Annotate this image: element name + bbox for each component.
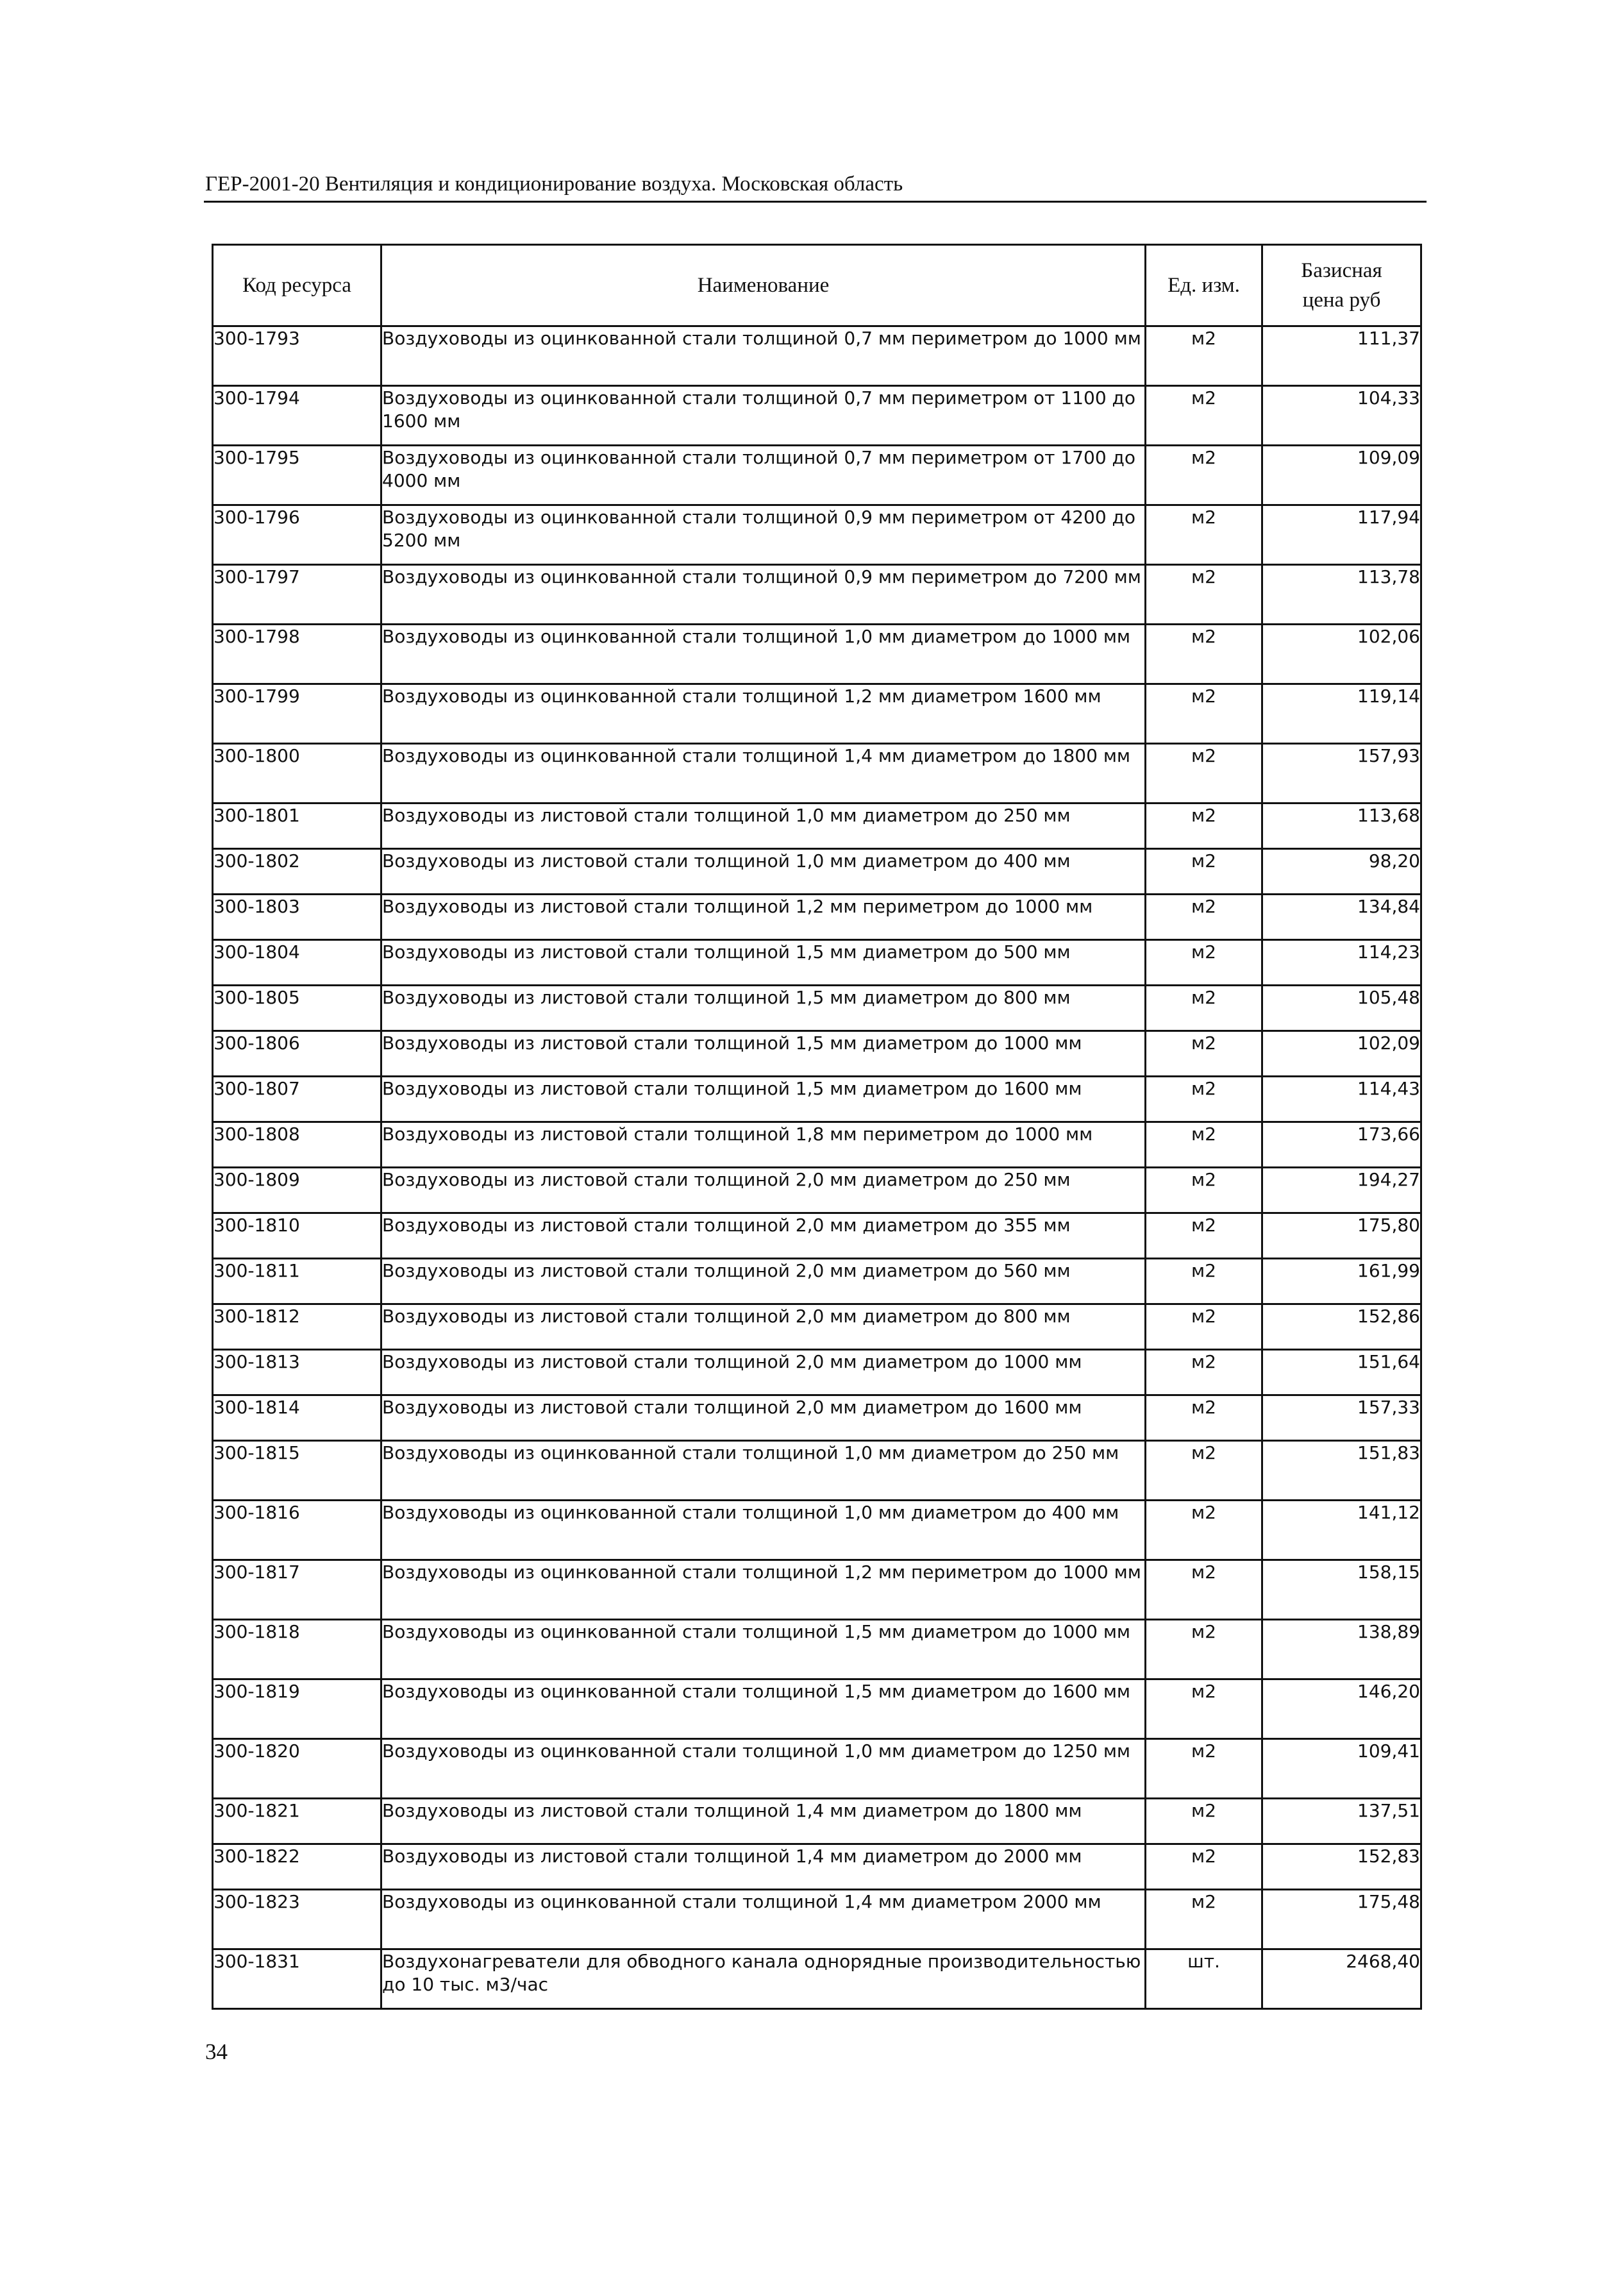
cell-unit: м2	[1146, 446, 1262, 505]
table-row	[213, 386, 1421, 446]
cell-name: Воздуховоды из листовой стали толщиной 1,5 мм диаметром до 1000 мм	[381, 1031, 1146, 1077]
cell-resource-code: 300-1800	[213, 744, 381, 804]
cell-unit: м2	[1146, 565, 1262, 625]
cell-name: Воздуховоды из листовой стали толщиной 1,8 мм периметром до 1000 мм	[381, 1122, 1146, 1168]
table-row	[213, 565, 1421, 625]
cell-resource-code: 300-1805	[213, 986, 381, 1031]
cell-name: Воздуховоды из листовой стали толщиной 1,5 мм диаметром до 500 мм	[381, 940, 1146, 986]
cell-name: Воздуховоды из оцинкованной стали толщиной 1,0 мм диаметром до 1000 мм	[381, 625, 1146, 684]
cell-base-price: 113,78	[1262, 565, 1421, 625]
cell-name: Воздуховоды из оцинкованной стали толщиной 1,5 мм диаметром до 1000 мм	[381, 1620, 1146, 1679]
cell-resource-code: 300-1804	[213, 940, 381, 986]
cell-base-price: 134,84	[1262, 895, 1421, 940]
cell-base-price: 2468,40	[1262, 1949, 1421, 2009]
cell-unit: м2	[1146, 744, 1262, 804]
cell-unit: м2	[1146, 1213, 1262, 1259]
table-row	[213, 895, 1421, 940]
table-row	[213, 1501, 1421, 1560]
cell-unit: м2	[1146, 940, 1262, 986]
cell-unit: м2	[1146, 1122, 1262, 1168]
cell-base-price: 98,20	[1262, 849, 1421, 895]
cell-unit: м2	[1146, 1031, 1262, 1077]
cell-name: Воздуховоды из оцинкованной стали толщиной 1,5 мм диаметром до 1600 мм	[381, 1679, 1146, 1739]
cell-name: Воздуховоды из листовой стали толщиной 2,0 мм диаметром до 1000 мм	[381, 1350, 1146, 1395]
table-row	[213, 505, 1421, 565]
cell-resource-code: 300-1813	[213, 1350, 381, 1395]
cell-unit: м2	[1146, 326, 1262, 386]
cell-name: Воздуховоды из оцинкованной стали толщиной 0,7 мм периметром до 1000 мм	[381, 326, 1146, 386]
cell-unit: м2	[1146, 1168, 1262, 1213]
cell-name: Воздуховоды из оцинкованной стали толщиной 1,2 мм диаметром 1600 мм	[381, 684, 1146, 744]
table-row	[213, 1844, 1421, 1890]
cell-unit: м2	[1146, 1799, 1262, 1844]
cell-unit: м2	[1146, 386, 1262, 446]
cell-resource-code: 300-1831	[213, 1949, 381, 2009]
cell-name: Воздуховоды из листовой стали толщиной 1,2 мм периметром до 1000 мм	[381, 895, 1146, 940]
cell-resource-code: 300-1803	[213, 895, 381, 940]
table-row	[213, 326, 1421, 386]
table-row	[213, 1890, 1421, 1949]
cell-base-price: 111,37	[1262, 326, 1421, 386]
cell-name: Воздуховоды из листовой стали толщиной 1,4 мм диаметром до 2000 мм	[381, 1844, 1146, 1890]
cell-base-price: 161,99	[1262, 1259, 1421, 1304]
table-row	[213, 1350, 1421, 1395]
cell-name: Воздуховоды из оцинкованной стали толщиной 1,2 мм периметром до 1000 мм	[381, 1560, 1146, 1620]
cell-unit: м2	[1146, 505, 1262, 565]
cell-resource-code: 300-1795	[213, 446, 381, 505]
table-row	[213, 1799, 1421, 1844]
cell-base-price: 113,68	[1262, 804, 1421, 849]
cell-base-price: 109,09	[1262, 446, 1421, 505]
cell-base-price: 175,80	[1262, 1213, 1421, 1259]
cell-base-price: 157,33	[1262, 1395, 1421, 1441]
table-row	[213, 1304, 1421, 1350]
cell-base-price: 152,83	[1262, 1844, 1421, 1890]
cell-unit: м2	[1146, 1679, 1262, 1739]
cell-unit: м2	[1146, 804, 1262, 849]
cell-resource-code: 300-1815	[213, 1441, 381, 1501]
cell-resource-code: 300-1806	[213, 1031, 381, 1077]
cell-unit: м2	[1146, 1739, 1262, 1799]
cell-resource-code: 300-1821	[213, 1799, 381, 1844]
document-header: ГЕР-2001-20 Вентиляция и кондиционирование воздуха. Московская область	[205, 173, 903, 196]
page-number: 34	[205, 2039, 228, 2064]
cell-resource-code: 300-1822	[213, 1844, 381, 1890]
cell-name: Воздуховоды из листовой стали толщиной 2,0 мм диаметром до 355 мм	[381, 1213, 1146, 1259]
cell-resource-code: 300-1798	[213, 625, 381, 684]
cell-name: Воздуховоды из листовой стали толщиной 1,0 мм диаметром до 250 мм	[381, 804, 1146, 849]
cell-base-price: 146,20	[1262, 1679, 1421, 1739]
table-header-row	[213, 245, 1421, 326]
cell-name: Воздухонагреватели для обводного канала однорядные производительностью до 10 тыс. м3/час	[381, 1949, 1146, 2009]
cell-resource-code: 300-1799	[213, 684, 381, 744]
cell-base-price: 105,48	[1262, 986, 1421, 1031]
cell-resource-code: 300-1807	[213, 1077, 381, 1122]
cell-resource-code: 300-1816	[213, 1501, 381, 1560]
cell-name: Воздуховоды из листовой стали толщиной 2,0 мм диаметром до 800 мм	[381, 1304, 1146, 1350]
table-row	[213, 1077, 1421, 1122]
table-row	[213, 986, 1421, 1031]
cell-name: Воздуховоды из оцинкованной стали толщиной 1,0 мм диаметром до 400 мм	[381, 1501, 1146, 1560]
cell-name: Воздуховоды из оцинкованной стали толщиной 0,9 мм периметром от 4200 до 5200 мм	[381, 505, 1146, 565]
cell-resource-code: 300-1802	[213, 849, 381, 895]
cell-unit: м2	[1146, 1304, 1262, 1350]
cell-unit: м2	[1146, 1501, 1262, 1560]
table-row	[213, 446, 1421, 505]
cell-base-price: 114,23	[1262, 940, 1421, 986]
cell-unit: м2	[1146, 1441, 1262, 1501]
table-row	[213, 1949, 1421, 2009]
table-row	[213, 1739, 1421, 1799]
cell-base-price: 151,64	[1262, 1350, 1421, 1395]
cell-name: Воздуховоды из листовой стали толщиной 1,5 мм диаметром до 800 мм	[381, 986, 1146, 1031]
cell-resource-code: 300-1818	[213, 1620, 381, 1679]
cell-base-price: 102,06	[1262, 625, 1421, 684]
table-row	[213, 625, 1421, 684]
table-row	[213, 1213, 1421, 1259]
cell-unit: м2	[1146, 1890, 1262, 1949]
column-header-unit: Ед. изм.	[1146, 245, 1262, 326]
table-row	[213, 1620, 1421, 1679]
cell-resource-code: 300-1793	[213, 326, 381, 386]
cell-unit: м2	[1146, 849, 1262, 895]
column-header-price: Базисная цена руб	[1262, 245, 1421, 326]
table-body	[213, 326, 1421, 2009]
cell-unit: м2	[1146, 1844, 1262, 1890]
cell-resource-code: 300-1797	[213, 565, 381, 625]
table-row	[213, 1395, 1421, 1441]
cell-base-price: 194,27	[1262, 1168, 1421, 1213]
table-row	[213, 1031, 1421, 1077]
header-rule	[204, 201, 1427, 203]
cell-name: Воздуховоды из оцинкованной стали толщиной 1,0 мм диаметром до 1250 мм	[381, 1739, 1146, 1799]
cell-name: Воздуховоды из листовой стали толщиной 2,0 мм диаметром до 560 мм	[381, 1259, 1146, 1304]
cell-resource-code: 300-1817	[213, 1560, 381, 1620]
column-header-code: Код ресурса	[213, 245, 381, 326]
cell-resource-code: 300-1820	[213, 1739, 381, 1799]
cell-resource-code: 300-1811	[213, 1259, 381, 1304]
cell-resource-code: 300-1801	[213, 804, 381, 849]
cell-unit: м2	[1146, 1259, 1262, 1304]
cell-unit: м2	[1146, 986, 1262, 1031]
cell-unit: шт.	[1146, 1949, 1262, 2009]
resource-price-table	[212, 244, 1422, 2010]
table-row	[213, 1679, 1421, 1739]
cell-resource-code: 300-1810	[213, 1213, 381, 1259]
cell-name: Воздуховоды из оцинкованной стали толщиной 1,4 мм диаметром до 1800 мм	[381, 744, 1146, 804]
cell-base-price: 151,83	[1262, 1441, 1421, 1501]
cell-base-price: 152,86	[1262, 1304, 1421, 1350]
cell-unit: м2	[1146, 1077, 1262, 1122]
cell-base-price: 117,94	[1262, 505, 1421, 565]
cell-base-price: 114,43	[1262, 1077, 1421, 1122]
cell-unit: м2	[1146, 1560, 1262, 1620]
cell-resource-code: 300-1809	[213, 1168, 381, 1213]
table-row	[213, 940, 1421, 986]
cell-name: Воздуховоды из оцинкованной стали толщиной 0,7 мм периметром от 1100 до 1600 мм	[381, 386, 1146, 446]
cell-base-price: 157,93	[1262, 744, 1421, 804]
cell-resource-code: 300-1794	[213, 386, 381, 446]
cell-base-price: 175,48	[1262, 1890, 1421, 1949]
cell-base-price: 104,33	[1262, 386, 1421, 446]
cell-unit: м2	[1146, 1395, 1262, 1441]
table-row	[213, 1259, 1421, 1304]
table-row	[213, 1168, 1421, 1213]
cell-name: Воздуховоды из листовой стали толщиной 2,0 мм диаметром до 1600 мм	[381, 1395, 1146, 1441]
cell-base-price: 102,09	[1262, 1031, 1421, 1077]
cell-base-price: 119,14	[1262, 684, 1421, 744]
table-row	[213, 1122, 1421, 1168]
table-row	[213, 1441, 1421, 1501]
column-header-name: Наименование	[381, 245, 1146, 326]
cell-resource-code: 300-1819	[213, 1679, 381, 1739]
cell-name: Воздуховоды из оцинкованной стали толщиной 0,9 мм периметром до 7200 мм	[381, 565, 1146, 625]
cell-base-price: 138,89	[1262, 1620, 1421, 1679]
cell-name: Воздуховоды из оцинкованной стали толщиной 1,4 мм диаметром 2000 мм	[381, 1890, 1146, 1949]
cell-name: Воздуховоды из оцинкованной стали толщиной 0,7 мм периметром от 1700 до 4000 мм	[381, 446, 1146, 505]
cell-resource-code: 300-1808	[213, 1122, 381, 1168]
table-row	[213, 804, 1421, 849]
cell-name: Воздуховоды из оцинкованной стали толщиной 1,0 мм диаметром до 250 мм	[381, 1441, 1146, 1501]
cell-name: Воздуховоды из листовой стали толщиной 1,0 мм диаметром до 400 мм	[381, 849, 1146, 895]
cell-name: Воздуховоды из листовой стали толщиной 1,4 мм диаметром до 1800 мм	[381, 1799, 1146, 1844]
cell-resource-code: 300-1812	[213, 1304, 381, 1350]
table-row	[213, 1560, 1421, 1620]
cell-base-price: 158,15	[1262, 1560, 1421, 1620]
cell-unit: м2	[1146, 895, 1262, 940]
cell-name: Воздуховоды из листовой стали толщиной 2,0 мм диаметром до 250 мм	[381, 1168, 1146, 1213]
cell-unit: м2	[1146, 625, 1262, 684]
cell-resource-code: 300-1814	[213, 1395, 381, 1441]
cell-unit: м2	[1146, 684, 1262, 744]
cell-resource-code: 300-1796	[213, 505, 381, 565]
cell-name: Воздуховоды из листовой стали толщиной 1,5 мм диаметром до 1600 мм	[381, 1077, 1146, 1122]
cell-resource-code: 300-1823	[213, 1890, 381, 1949]
cell-unit: м2	[1146, 1350, 1262, 1395]
table-row	[213, 684, 1421, 744]
cell-base-price: 141,12	[1262, 1501, 1421, 1560]
cell-base-price: 137,51	[1262, 1799, 1421, 1844]
cell-base-price: 173,66	[1262, 1122, 1421, 1168]
table-row	[213, 744, 1421, 804]
table-row	[213, 849, 1421, 895]
cell-base-price: 109,41	[1262, 1739, 1421, 1799]
cell-unit: м2	[1146, 1620, 1262, 1679]
